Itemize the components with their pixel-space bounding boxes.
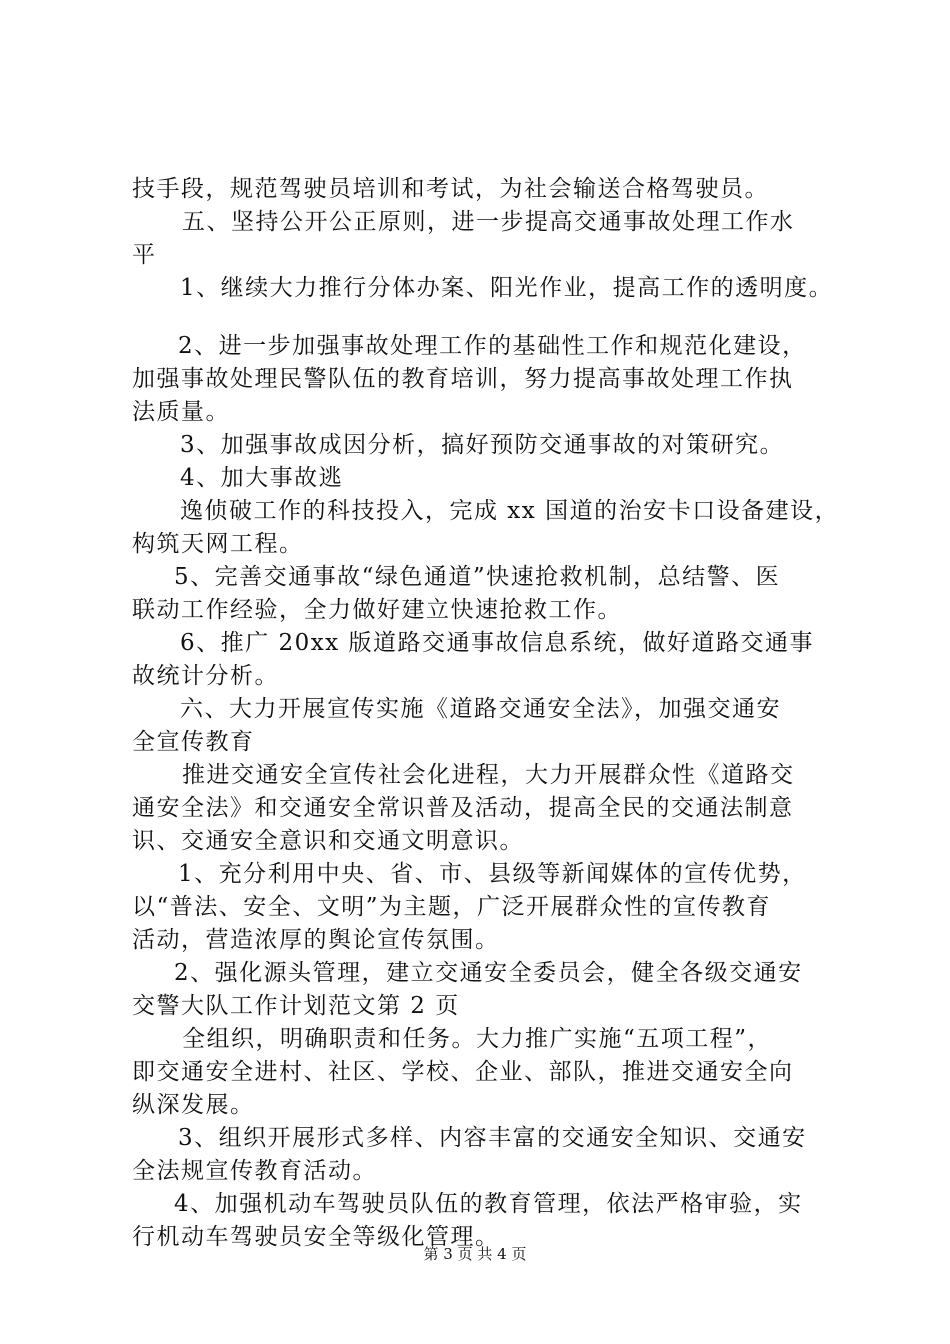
text-line: 通安全法》和交通安全常识普及活动，提高全民的交通法制意	[132, 795, 794, 821]
inline-page-marker: 交警大队工作计划范文第 2 页	[132, 993, 460, 1019]
text-line: 5、完善交通事故“绿色通道”快速抢救机制，总结警、医	[174, 564, 781, 590]
text-line: 构筑天网工程。	[132, 531, 304, 557]
section-heading-continued: 平	[132, 242, 157, 268]
section-heading-continued: 全宣传教育	[132, 729, 255, 755]
text-line: 行机动车驾驶员安全等级化管理。	[132, 1224, 500, 1250]
text-line: 逸侦破工作的科技投入，完成 xx 国道的治安卡口设备建设，	[180, 498, 840, 524]
text-line: 故统计分析。	[132, 663, 279, 689]
text-line: 即交通安全进村、社区、学校、企业、部队，推进交通安全向	[132, 1059, 794, 1085]
text-line: 1、充分利用中央、省、市、县级等新闻媒体的宣传优势，	[178, 861, 807, 887]
text-line: 活动，营造浓厚的舆论宣传氛围。	[132, 927, 500, 953]
text-line: 2、进一步加强事故处理工作的基础性工作和规范化建设，	[178, 333, 807, 359]
text-line: 纵深发展。	[132, 1092, 255, 1118]
page-footer: 第 3 页 共 4 页	[423, 1245, 527, 1263]
text-line: 全组织，明确职责和任务。大力推广实施“五项工程”，	[182, 1026, 773, 1052]
text-line: 加强事故处理民警队伍的教育培训，努力提高事故处理工作执	[132, 366, 794, 392]
text-line: 4、加强机动车驾驶员队伍的教育管理，依法严格审验，实	[174, 1191, 803, 1217]
text-line: 以“普法、安全、文明”为主题，广泛开展群众性的宣传教育	[132, 894, 772, 920]
text-line: 法质量。	[132, 399, 230, 425]
text-line: 6、推广 20xx 版道路交通事故信息系统，做好道路交通事	[180, 630, 814, 656]
section-heading: 五、坚持公开公正原则，进一步提高交通事故处理工作水	[182, 209, 795, 235]
text-line: 联动工作经验，全力做好建立快速抢救工作。	[132, 597, 622, 623]
text-line: 4、加大事故逃	[180, 465, 344, 491]
section-heading: 六、大力开展宣传实施《道路交通安全法》，加强交通安	[180, 696, 781, 722]
text-line: 识、交通安全意识和交通文明意识。	[132, 828, 524, 854]
text-line: 3、组织开展形式多样、内容丰富的交通安全知识、交通安	[178, 1125, 807, 1151]
text-line: 推进交通安全宣传社会化进程，大力开展群众性《道路交	[182, 762, 795, 788]
text-line: 3、加强事故成因分析，搞好预防交通事故的对策研究。	[180, 432, 785, 458]
text-line: 全法规宣传教育活动。	[132, 1158, 377, 1184]
text-line: 技手段，规范驾驶员培训和考试，为社会输送合格驾驶员。	[132, 176, 769, 202]
text-line: 2、强化源头管理，建立交通安全委员会，健全各级交通安	[174, 960, 803, 986]
text-line: 1、继续大力推行分体办案、阳光作业，提高工作的透明度。	[180, 275, 834, 301]
